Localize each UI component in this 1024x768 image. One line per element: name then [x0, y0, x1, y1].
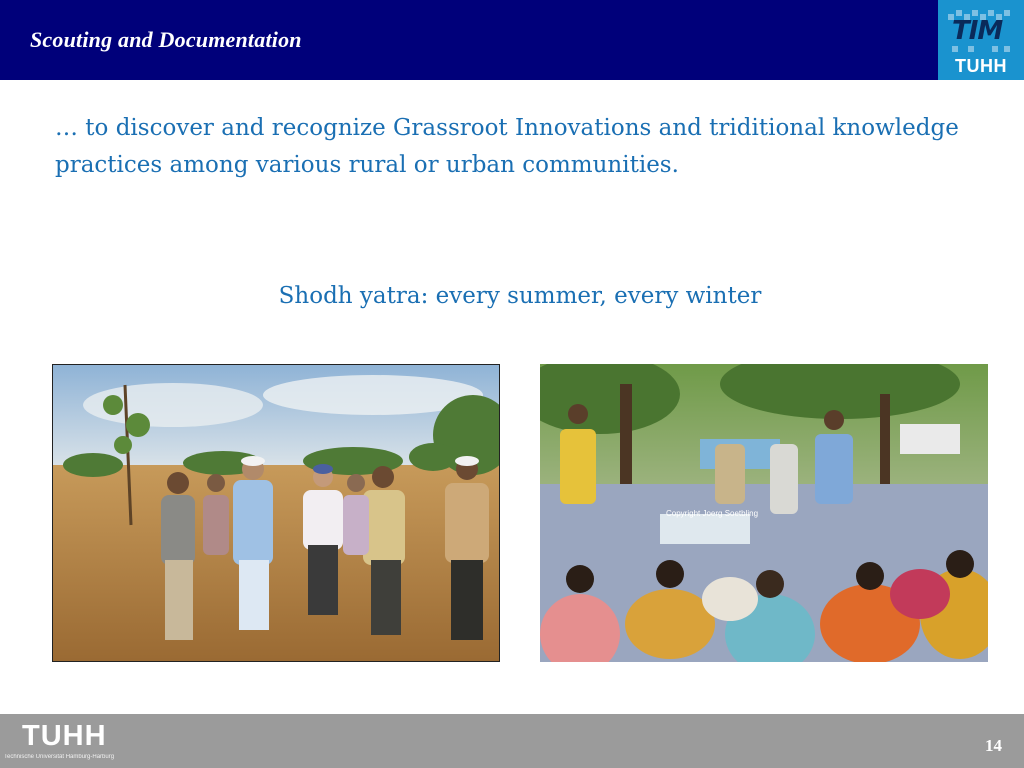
footer-tuhh-logo: TUHH	[22, 720, 107, 752]
page-number: 14	[985, 736, 1002, 755]
intro-paragraph: … to discover and recognize Grassroot Innovations and triditional knowledge practices among various rural or urban communities.	[55, 115, 959, 178]
slide-footer	[0, 714, 1024, 768]
footer-tagline: Technische Universität Hamburg-Harburg	[4, 754, 115, 760]
photo-watermark: Copyright Joerg Soetbling	[666, 509, 759, 518]
tim-tuhh-logo	[938, 0, 1024, 80]
slide-title: Scouting and Documentation	[30, 27, 302, 52]
slide-header	[0, 0, 938, 80]
village-gathering-photo	[540, 364, 988, 662]
shodh-yatra-subtitle: Shodh yatra: every summer, every winter	[278, 283, 762, 309]
walking-group-photo	[52, 364, 500, 662]
tuhh-logo-text: TUHH	[955, 56, 1007, 76]
tim-mark: TIM	[952, 16, 1003, 46]
